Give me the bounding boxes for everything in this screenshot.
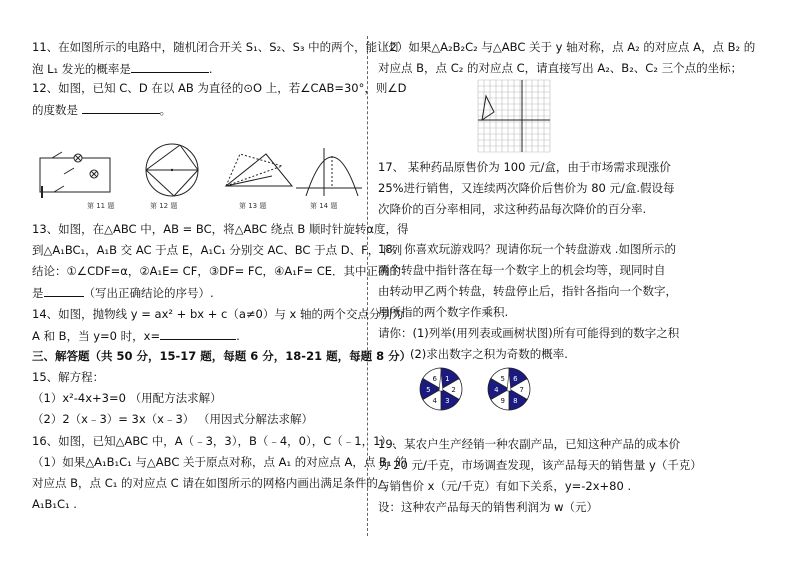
spinner-number: 6	[513, 375, 518, 384]
q15-part1: （1）x²-4x+3=0 （用配方法求解）	[32, 391, 222, 405]
caption-fig14: 第 14 题	[310, 202, 338, 210]
spinner-number: 7	[519, 386, 524, 394]
spinner-number: 4	[432, 396, 437, 405]
parabola-figure	[294, 148, 364, 198]
q15-title: 15、解方程：	[32, 370, 105, 384]
q17-line3: 次降价的百分率相同，求这种药品每次降价的百分率.	[378, 202, 647, 216]
q12-line1: 12、如图，已知 C、D 在以 AB 为直径的⊙O 上，若∠CAB=30°，则∠D	[32, 81, 407, 95]
q18-line2: 两个转盘中指针落在每一个数字上的机会均等，现同时自	[378, 263, 666, 277]
spinner-number: 5	[426, 386, 431, 394]
q18-req2: (2)求出数字之积为奇数的概率.	[410, 347, 568, 361]
q13-line4: 是 （写出正确结论的序号）.	[32, 286, 214, 300]
circle-figure	[140, 140, 204, 200]
q12-line2: 的度数是 。	[32, 103, 172, 117]
q13-line3: 结论：①∠CDF=α，②A₁E= CF，③DF= FC，④A₁F= CE．其中正确的	[32, 264, 402, 278]
q14-text: A 和 B，当 y=0 时，x=	[32, 329, 161, 343]
spinner-number: 8	[513, 396, 518, 405]
answer-blank-11	[131, 61, 209, 73]
q19-line1: 19、某农户生产经销一种农副产品，已知这种产品的成本价	[378, 437, 681, 451]
caption-fig13: 第 13 题	[239, 202, 267, 210]
q17-line2: 25%进行销售，又连续两次降价后售价为 80 元/盒.假设每	[378, 181, 675, 195]
q19-line3: 与销售价 x（元/千克）有如下关系，y=-2x+80 .	[378, 479, 632, 493]
q13-line2: 到△A₁BC₁，A₁B 交 AC 于点 E，A₁C₁ 分别交 AC、BC 于点 D、F，下列	[32, 243, 403, 257]
spinner-1	[418, 366, 464, 412]
q14-line1: 14、如图，抛物线 y = ax² + bx + c（a≠0）与 x 轴的两个交点分别为	[32, 307, 404, 321]
q13-text: 是	[32, 286, 44, 300]
spinner-number: 4	[494, 386, 499, 394]
answer-blank-14	[160, 328, 236, 340]
triangle-figure	[222, 148, 302, 198]
section-3-heading: 三、解答题（共 50 分，15-17 题，每题 6 分，18-21 题，每题 8 分）	[32, 349, 412, 363]
coordinate-grid	[478, 80, 550, 152]
q18-line4: 用所指的两个数字作乘积.	[378, 305, 509, 319]
spinner-number: 6	[432, 375, 437, 384]
answer-blank-13	[44, 285, 84, 297]
spinner-number: 2	[451, 386, 456, 394]
spinner-number: 3	[445, 396, 450, 405]
q18-line3: 由转动甲乙两个转盘，转盘停止后，指针各指向一个数字，	[378, 284, 677, 298]
q19-line2: 为 20 元/千克，市场调查发现，该产品每天的销售量 y（千克）	[378, 458, 702, 472]
spinner-number: 1	[445, 375, 450, 384]
spinner-number: 5	[500, 375, 505, 384]
q11-line1: 11、在如图所示的电路中，随机闭合开关 S₁、S₂、S₃ 中的两个，能让灯	[32, 40, 401, 54]
q16-line2: （1）如果△A₁B₁C₁ 与△ABC 关于原点对称，点 A₁ 的对应点 A，点 B₁ 的	[32, 455, 407, 469]
q16-2-line2: 对应点 B，点 C₂ 的对应点 C，请直接写出 A₂、B₂、C₂ 三个点的坐标；	[378, 61, 743, 75]
q16-line1: 16、如图，已知△ABC 中，A（﹣3，3），B（﹣4，0），C（﹣1，1）.	[32, 434, 396, 448]
q11-line2: 泡 L₁ 发光的概率是 .	[32, 62, 213, 76]
answer-blank-12	[82, 102, 160, 114]
q19-line4: 设：这种农产品每天的销售利润为 w（元）	[378, 500, 599, 514]
q12-text: 的度数是	[32, 103, 78, 117]
q16-line3: 对应点 B，点 C₁ 的对应点 C 请在如图所示的网格内画出满足条件的△	[32, 476, 387, 490]
q18-req1: 请你：(1)列举(用列表或画树状图)所有可能得到的数字之积	[378, 326, 680, 340]
q16-line4: A₁B₁C₁ .	[32, 497, 77, 511]
circuit-figure	[34, 146, 124, 198]
q14-line2: A 和 B，当 y=0 时，x= .	[32, 329, 240, 343]
q18-line1: 18、你喜欢玩游戏吗？现请你玩一个转盘游戏 .如图所示的	[378, 242, 676, 256]
q13-line1: 13、如图，在△ABC 中，AB = BC，将△ABC 绕点 B 顺时针旋转α度，得	[32, 222, 409, 236]
spinner-number: 9	[500, 396, 505, 405]
q16-2-line1: （2）如果△A₂B₂C₂ 与△ABC 关于 y 轴对称，点 A₂ 的对应点 A，点 B₂ 的	[378, 40, 756, 54]
caption-fig11: 第 11 题	[87, 202, 115, 210]
spinner-2	[486, 366, 532, 412]
q15-part2: （2）2（x﹣3）= 3x（x﹣3） （用因式分解法求解）	[32, 412, 313, 426]
q17-line1: 17、 某种药品原售价为 100 元/盒，由于市场需求现涨价	[378, 160, 671, 174]
caption-fig12: 第 12 题	[150, 202, 178, 210]
q11-text: 泡 L₁ 发光的概率是	[32, 62, 131, 76]
